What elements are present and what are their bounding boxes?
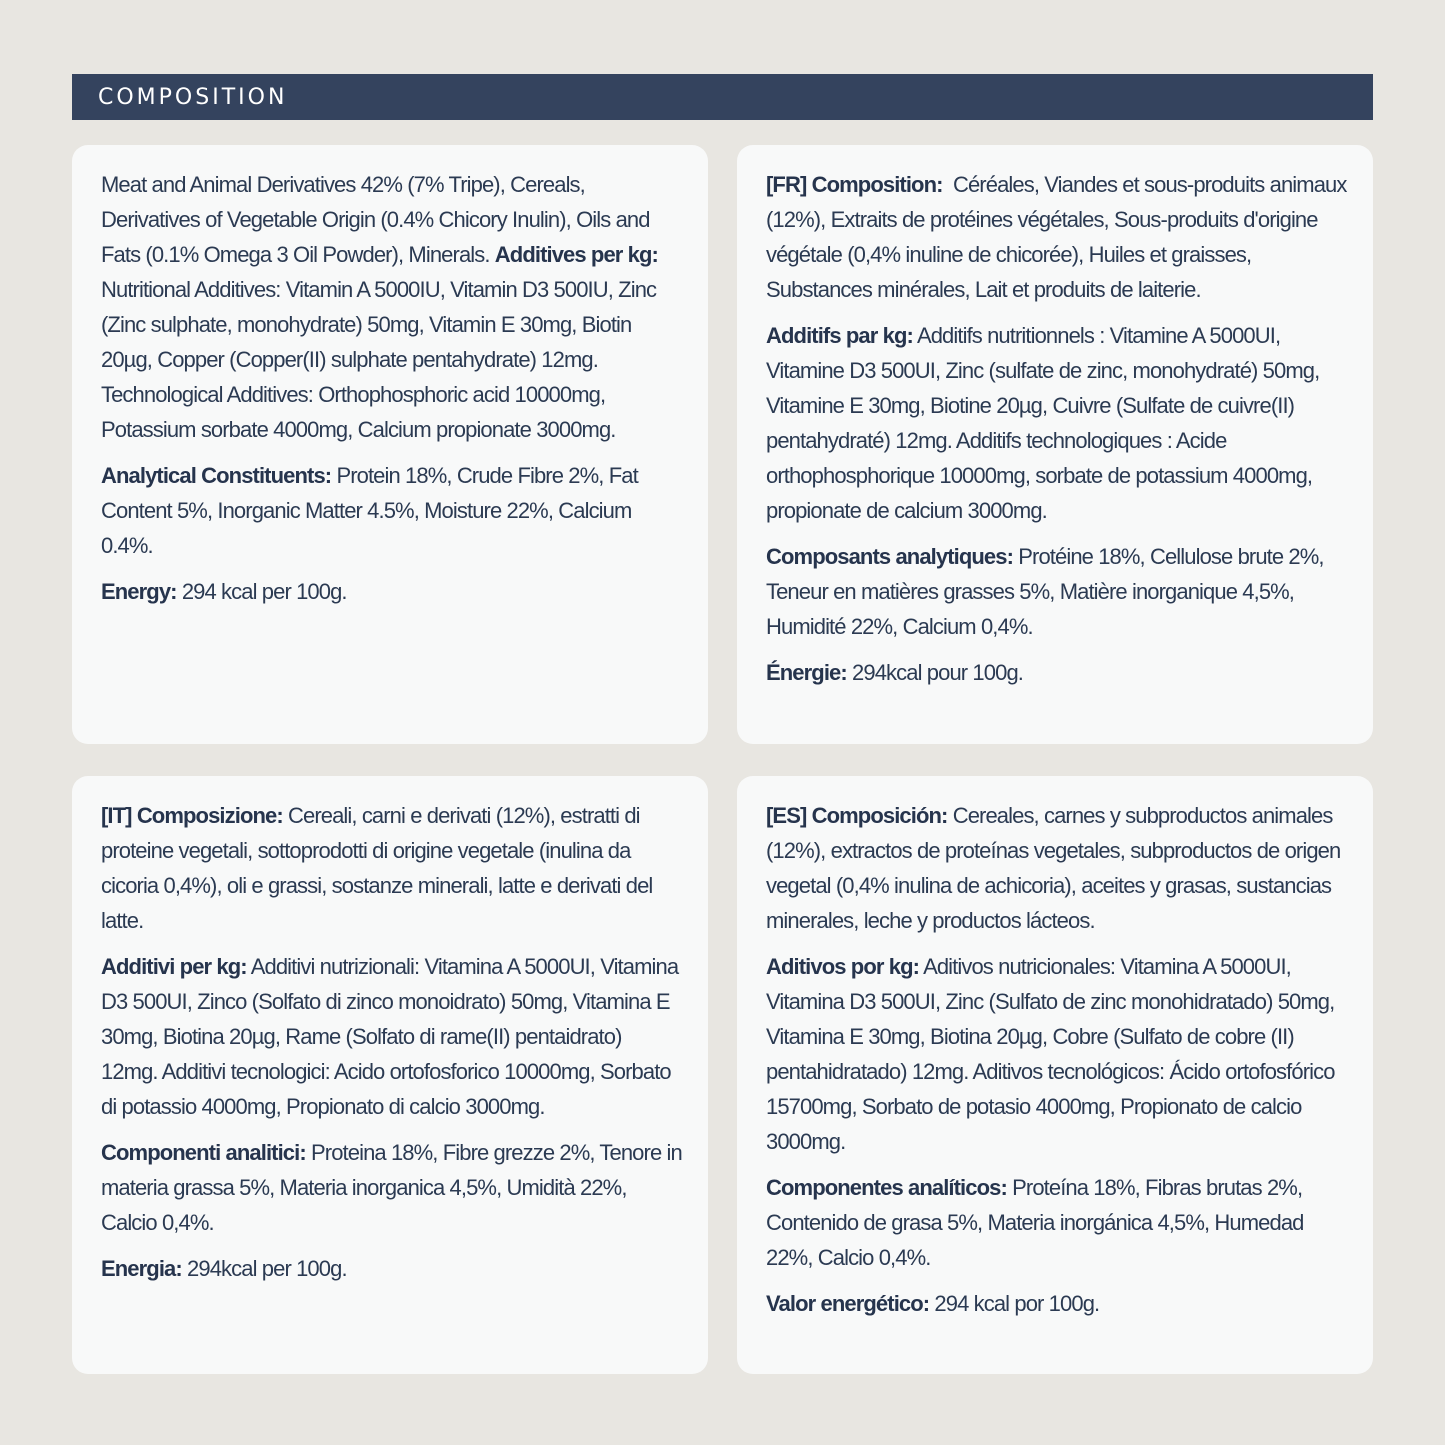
- es-composition-paragraph: [766, 798, 1347, 938]
- es-composition-text: Cereales, carnes y subproductos animales (12%), extractos de proteínas vegetales, subproductos de origen vegetal (0,4% inulina de achicoria), aceites y grasas, sustancias minerales, leche y productos lácteos.: [766, 803, 1341, 933]
- fr-energy-text: 294kcal pour 100g.: [852, 660, 1023, 685]
- en-analytical-text: Protein 18%, Crude Fibre 2%, Fat Content 5%, Inorganic Matter 4.5%, Moisture 22%, Calcium 0.4%.: [101, 463, 638, 558]
- es-energy-paragraph: [766, 1286, 1347, 1321]
- es-composition-label: [ES] Composición:: [766, 803, 948, 828]
- es-analytical-paragraph: [766, 1170, 1347, 1275]
- fr-composition-paragraph: [766, 167, 1347, 307]
- en-additives-label: Additives per kg:: [494, 242, 658, 267]
- panel-french: [737, 145, 1373, 744]
- es-additives-label: Aditivos por kg:: [766, 954, 920, 979]
- fr-analytical-text: Protéine 18%, Cellulose brute 2%, Teneur en matières grasses 5%, Matière inorganique 4,5%, Humidité 22%, Calcium 0,4%.: [766, 544, 1324, 639]
- en-analytical-label: Analytical Constituents:: [101, 463, 332, 488]
- panel-english: [72, 145, 708, 744]
- it-additives-paragraph: [101, 949, 682, 1124]
- it-analytical-paragraph: [101, 1135, 682, 1240]
- it-composition-text: Cereali, carni e derivati (12%), estratti di proteine vegetali, sottoprodotti di origine vegetale (inulina da cicoria 0,4%), oli e grassi, sostanze minerali, latte e derivati del latte.: [101, 803, 653, 933]
- es-additives-paragraph: [766, 949, 1347, 1159]
- fr-composition-label: [FR] Composition:: [766, 172, 943, 197]
- panel-italian: [72, 776, 708, 1374]
- it-additives-text: Additivi nutrizionali: Vitamina A 5000UI, Vitamina D3 500UI, Zinco (Solfato di zinco monoidrato) 50mg, Vitamina E 30mg, Biotina 20µg, Rame (Solfato di rame(II) pentaidrato) 12mg. Additivi tecnologici: Acido ortofosforico 10000mg, Sorbato di potassio 4000mg, Propionato di calcio 3000mg.: [101, 954, 679, 1119]
- en-composition-text: Meat and Animal Derivatives 42% (7% Tripe), Cereals, Derivatives of Vegetable Origin (0.4% Chicory Inulin), Oils and Fats (0.1% Omega 3 Oil Powder), Minerals.: [101, 172, 650, 267]
- en-additives-text: Nutritional Additives: Vitamin A 5000IU, Vitamin D3 500IU, Zinc (Zinc sulphate, monohydrate) 50mg, Vitamin E 30mg, Biotin 20µg, Copper (Copper(II) sulphate pentahydrate) 12mg. Technological Additives: Orthophosphoric acid 10000mg, Potassium sorbate 4000mg, Calcium propionate 3000mg.: [101, 277, 657, 442]
- es-energy-label: Valor energético:: [766, 1291, 930, 1316]
- fr-analytical-label: Composants analytiques:: [766, 544, 1014, 569]
- it-energy-label: Energia:: [101, 1256, 182, 1281]
- es-energy-text: 294 kcal por 100g.: [934, 1291, 1100, 1316]
- en-energy-paragraph: [101, 574, 682, 609]
- it-analytical-label: Componenti analitici:: [101, 1140, 306, 1165]
- it-energy-text: 294kcal per 100g.: [187, 1256, 347, 1281]
- it-analytical-text: Proteina 18%, Fibre grezze 2%, Tenore in materia grassa 5%, Materia inorganica 4,5%, Umidità 22%, Calcio 0,4%.: [101, 1140, 682, 1235]
- fr-energy-label: Énergie:: [766, 660, 847, 685]
- fr-additives-paragraph: [766, 318, 1347, 528]
- fr-analytical-paragraph: [766, 539, 1347, 644]
- en-energy-label: Energy:: [101, 579, 177, 604]
- it-additives-label: Additivi per kg:: [101, 954, 247, 979]
- composition-header: [72, 74, 1373, 120]
- es-additives-text: Aditivos nutricionales: Vitamina A 5000UI, Vitamina D3 500UI, Zinc (Sulfato de zinc monohidratado) 50mg, Vitamina E 30mg, Biotina 20µg, Cobre (Sulfato de cobre (II) pentahidratado) 12mg. Aditivos tecnológicos: Ácido ortofosfórico 15700mg, Sorbato de potasio 4000mg, Propionato de calcio 3000mg.: [766, 954, 1335, 1154]
- es-analytical-label: Componentes analíticos:: [766, 1175, 1007, 1200]
- it-energy-paragraph: [101, 1251, 682, 1286]
- fr-composition-text: Céréales, Viandes et sous-produits animaux (12%), Extraits de protéines végétales, Sous-produits d'origine végétale (0,4% inuline de chicorée), Huiles et graisses, Substances minérales, Lait et produits de laiterie.: [766, 172, 1347, 302]
- it-composition-paragraph: [101, 798, 682, 938]
- en-energy-text: 294 kcal per 100g.: [181, 579, 347, 604]
- it-composition-label: [IT] Composizione:: [101, 803, 283, 828]
- fr-additives-text: Additifs nutritionnels : Vitamine A 5000UI, Vitamine D3 500UI, Zinc (sulfate de zinc, monohydraté) 50mg, Vitamine E 30mg, Biotine 20µg, Cuivre (Sulfate de cuivre(II) pentahydraté) 12mg. Additifs technologiques : Acide orthophosphorique 10000mg, sorbate de potassium 4000mg, propionate de calcium 3000mg.: [766, 323, 1320, 523]
- en-analytical-paragraph: [101, 458, 682, 563]
- es-analytical-text: Proteína 18%, Fibras brutas 2%, Contenido de grasa 5%, Materia inorgánica 4,5%, Humedad 22%, Calcio 0,4%.: [766, 1175, 1304, 1270]
- fr-additives-label: Additifs par kg:: [766, 323, 913, 348]
- panel-spanish: [737, 776, 1373, 1374]
- en-composition-paragraph: [101, 167, 682, 447]
- fr-energy-paragraph: [766, 655, 1347, 690]
- header-title: COMPOSITION: [98, 84, 288, 110]
